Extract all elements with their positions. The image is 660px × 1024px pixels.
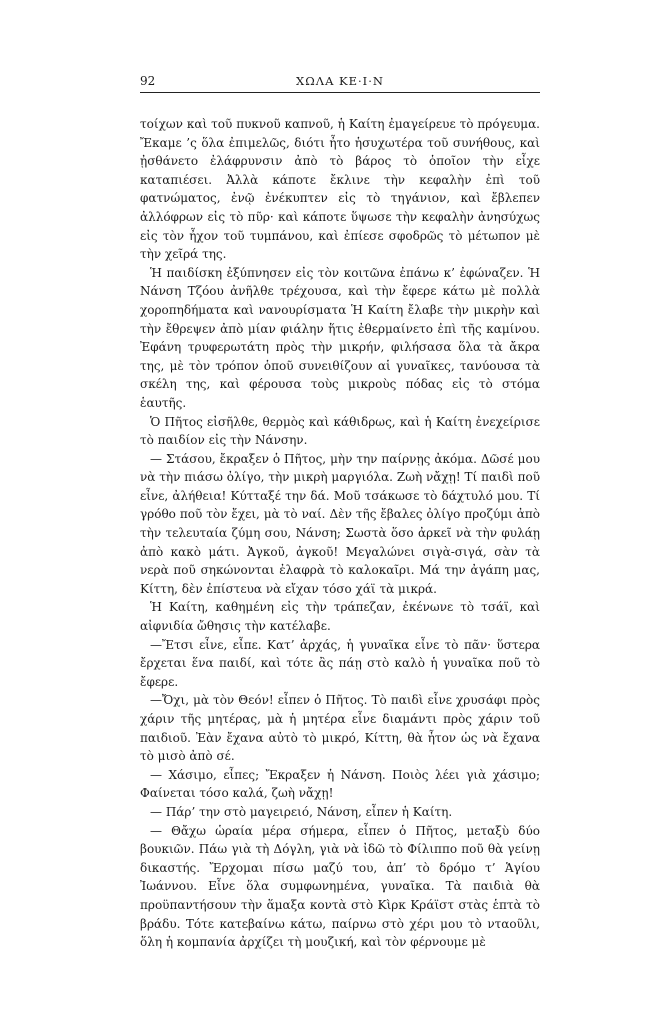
paragraph: Ὁ Πῆτος εἰσῆλθε, θερμὸς καὶ κάθιδρως, καὶ ἡ Καίτη ἐνεχείρισε τὸ παιδίον εἰς τὴν Νάνσην.	[140, 414, 540, 448]
page	[140, 70, 540, 952]
running-head: ΧΩΛΑ ΚΕ·Ι·Ν	[296, 74, 384, 88]
body-text	[140, 115, 540, 952]
paragraph: Ἡ παιδίσκη ἐξύπνησεν εἰς τὸν κοιτῶνα ἐπάνω κ’ ἐφώναζεν. Ἡ Νάνση Τζόου ἀνῆλθε τρέχουσα, καὶ τὴν ἔφερε κάτω μὲ πολλὰ χοροπηδήματα καὶ νανουρίσματα Ἡ Καίτη ἔλαβε τὴν μικρὴν καὶ τὴν ἔθρεψεν ἀπὸ μίαν φιάλην ἥτις ἐθερμαίνετο ἐπὶ τῆς καμίνου. Ἐφάνη τρυφερωτάτη πρὸς τὴν μικρήν, φιλήσασα ὅλα τὰ ἄκρα της, μὲ τὸν τρόπον ὁποῦ συνειθίζουν αἱ γυναῖκες, τανύουσα τὰ σκέλη της, καὶ φέρουσα τοὺς μικροὺς πόδας εἰς τὸ στόμα ἑαυτῆς.	[140, 265, 540, 410]
paragraph: τοίχων καὶ τοῦ πυκνοῦ καπνοῦ, ἡ Καίτη ἐμαγείρευε τὸ πρόγευμα. Ἔκαμε ’ς ὅλα ἐπιμελῶς, διότι ἦτο ἡσυχωτέρα τοῦ συνήθους, καὶ ᾐσθάνετο ἐλάφρυνσιν ἀπὸ τὸ βάρος τὸ ὁποῖον τὴν εἶχε καταπιέσει. Ἀλλὰ κάποτε ἔκλινε τὴν κεφαλὴν ἐπὶ τοῦ φατνώματος, ἐνῷ ἐνέκυπτεν εἰς τὸ τηγάνιον, καὶ ἔβλεπεν ἀλλόφρων εἰς τὸ πῦρ· καὶ κάποτε ὕψωσε τὴν κεφαλὴν ἀνησύχως εἰς τὸν ἦχον τοῦ τυμπάνου, καὶ ἐπίεσε σφοδρῶς τὸ μέτωπον μὲ τὴν χεῖρά της.	[140, 117, 540, 262]
page-header	[140, 70, 540, 93]
paragraph: Ἡ Καίτη, καθημένη εἰς τὴν τράπεζαν, ἐκένωνε τὸ τσάϊ, καὶ αἰφνιδία ὤθησις τὴν κατέλαβε.	[140, 600, 540, 634]
paragraph: — Χάσιμο, εἶπες; Ἔκραξεν ἡ Νάνση. Ποιὸς λέει γιὰ χάσιμο; Φαίνεται τόσο καλά, ζωὴ νἄχῃ!	[140, 767, 540, 801]
paragraph: —Ἔτσι εἶνε, εἶπε. Κατ’ ἀρχάς, ἡ γυναῖκα εἶνε τὸ πᾶν· ὕστερα ἔρχεται ἕνα παιδί, καὶ τότε ἂς πάῃ στὸ καλὸ ἡ γυναῖκα ποῦ τὸ ἔφερε.	[140, 637, 540, 689]
paragraph: — Θἄχω ὡραία μέρα σήμερα, εἶπεν ὁ Πῆτος, μεταξὺ δύο βουκιῶν. Πάω γιὰ τὴ Δόγλη, γιὰ νὰ ἰδῶ τὸ Φίλιππο ποῦ θὰ γείνῃ δικαστής. Ἔρχομαι πίσω μαζύ του, ἀπ’ τὸ δρόμο τ’ Ἁγίου Ἰωάννου. Εἶνε ὅλα συμφωνημένα, γυναῖκα. Τὰ παιδιὰ θὰ προϋπαντήσουν τὴν ἅμαξα κοντὰ στὸ Κὶρκ Κράϊστ στὰς ἑπτὰ τὸ βράδυ. Τότε κατεβαίνω κάτω, παίρνω στὸ χέρι μου τὸ νταοῦλι, ὅλη ἡ κομπανία ἀρχίζει τὴ μουζική, καὶ τὸν φέρνουμε μὲ	[140, 823, 540, 950]
page-number: 92	[140, 74, 156, 88]
paragraph: —Ὄχι, μὰ τὸν Θεόν! εἶπεν ὁ Πῆτος. Τὸ παιδὶ εἶνε χρυσάφι πρὸς χάριν τῆς μητέρας, μὰ ἡ μητέρα εἶνε διαμάντι πρὸς χάριν τοῦ παιδιοῦ. Ἐὰν ἔχανα αὐτὸ τὸ μικρό, Κίττη, θὰ ἦτον ὡς νὰ ἔχανα τὸ μισὸ ἀπὸ σέ.	[140, 693, 540, 764]
paragraph: — Πάρ’ την στὸ μαγειρειό, Νάνση, εἶπεν ἡ Καίτη.	[150, 804, 453, 819]
paragraph: — Στάσου, ἔκραξεν ὁ Πῆτος, μὴν την παίρνῃς ἀκόμα. Δῶσέ μου νὰ τὴν πιάσω ὀλίγο, τὴν μικρὴ μαργιόλα. Ζωὴ νἄχῃ! Τί παιδὶ ποῦ εἶνε, ἀλήθεια! Κύτταξέ την δά. Μοῦ τσάκωσε τὸ δάχτυλό μου. Τί γρόθο ποῦ τὸν ἔχει, μὰ τὸ ναί. Δὲν τῆς ἔβαλες ὀλίγο προζύμι ἀπὸ τὴν τελευταία ζύμη σου, Νάνση; Σωστὰ ὅσο ἀρκεῖ νὰ τὴν φυλάῃ ἀπὸ κακὸ μάτι. Ἀγκοῦ, ἀγκοῦ! Μεγαλώνει σιγὰ-σιγά, σὰν τὰ νερὰ ποῦ σηκώνονται ἐλαφρὰ τὸ καλοκαῖρι. Μά την ἀγάπη μας, Κίττη, δὲν ἐπίστευα νὰ εἴχαν τόσο χάϊ τὰ μικρά.	[140, 451, 540, 596]
